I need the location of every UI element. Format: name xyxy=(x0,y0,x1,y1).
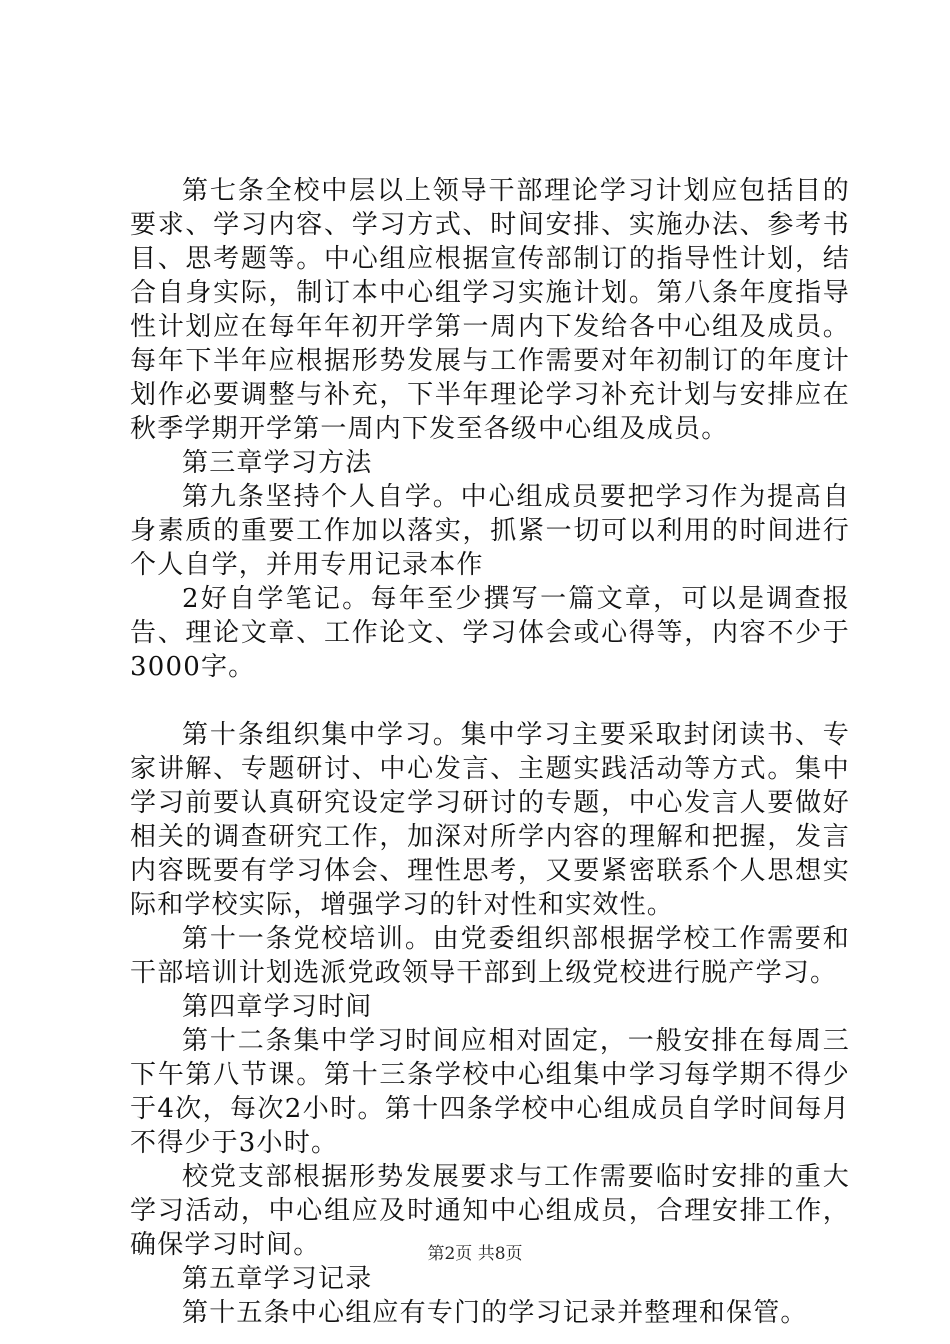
document-body xyxy=(130,174,850,1330)
chapter-3-heading: 第三章学习方法 xyxy=(182,448,373,478)
chapter-5-heading: 第五章学习记录 xyxy=(182,1264,373,1294)
paragraph-article-9: 第九条坚持个人自学。中心组成员要把学习作为提高自身素质的重要工作加以落实，抓紧一切可以利用的时间进行个人自学，并用专用记录本作 xyxy=(130,482,850,580)
page-number: 第2页 xyxy=(427,1244,473,1264)
paragraph-temporary-study: 校党支部根据形势发展要求与工作需要临时安排的重大学习活动，中心组应及时通知中心组成员，合理安排工作，确保学习时间。 xyxy=(130,1162,850,1260)
paragraph-gap xyxy=(130,684,850,718)
paragraph-article-7-8: 第七条全校中层以上领导干部理论学习计划应包括目的要求、学习内容、学习方式、时间安排、实施办法、参考书目、思考题等。中心组应根据宣传部制订的指导性计划，结合自身实际，制订本中心组学习实施计划。第八条年度指导性计划应在每年年初开学第一周内下发给各中心组及成员。每年下半年应根据形势发展与工作需要对年初制订的年度计划作必要调整与补充，下半年理论学习补充计划与安排应在秋季学期开学第一周内下发至各级中心组及成员。 xyxy=(130,176,850,444)
chapter-4-heading: 第四章学习时间 xyxy=(182,992,373,1022)
paragraph-article-11: 第十一条党校培训。由党委组织部根据学校工作需要和干部培训计划选派党政领导干部到上级党校进行脱产学习。 xyxy=(130,924,850,988)
paragraph-article-9-continued: 2好自学笔记。每年至少撰写一篇文章，可以是调查报告、理论文章、工作论文、学习体会或心得等，内容不少于3000字。 xyxy=(130,584,850,682)
paragraph-article-15: 第十五条中心组应有专门的学习记录并整理和保管。 xyxy=(182,1298,808,1328)
paragraph-article-12-14: 第十二条集中学习时间应相对固定，一般安排在每周三下午第八节课。第十三条学校中心组集中学习每学期不得少于4次，每次2小时。第十四条学校中心组成员自学时间每月不得少于3小时。 xyxy=(130,1026,850,1158)
page-footer xyxy=(0,1244,950,1264)
paragraph-article-10: 第十条组织集中学习。集中学习主要采取封闭读书、专家讲解、专题研讨、中心发言、主题实践活动等方式。集中学习前要认真研究设定学习研讨的专题，中心发言人要做好相关的调查研究工作，加深对所学内容的理解和把握，发言内容既要有学习体会、理性思考，又要紧密联系个人思想实际和学校实际，增强学习的针对性和实效性。 xyxy=(130,720,850,920)
total-pages: 共8页 xyxy=(477,1244,523,1264)
